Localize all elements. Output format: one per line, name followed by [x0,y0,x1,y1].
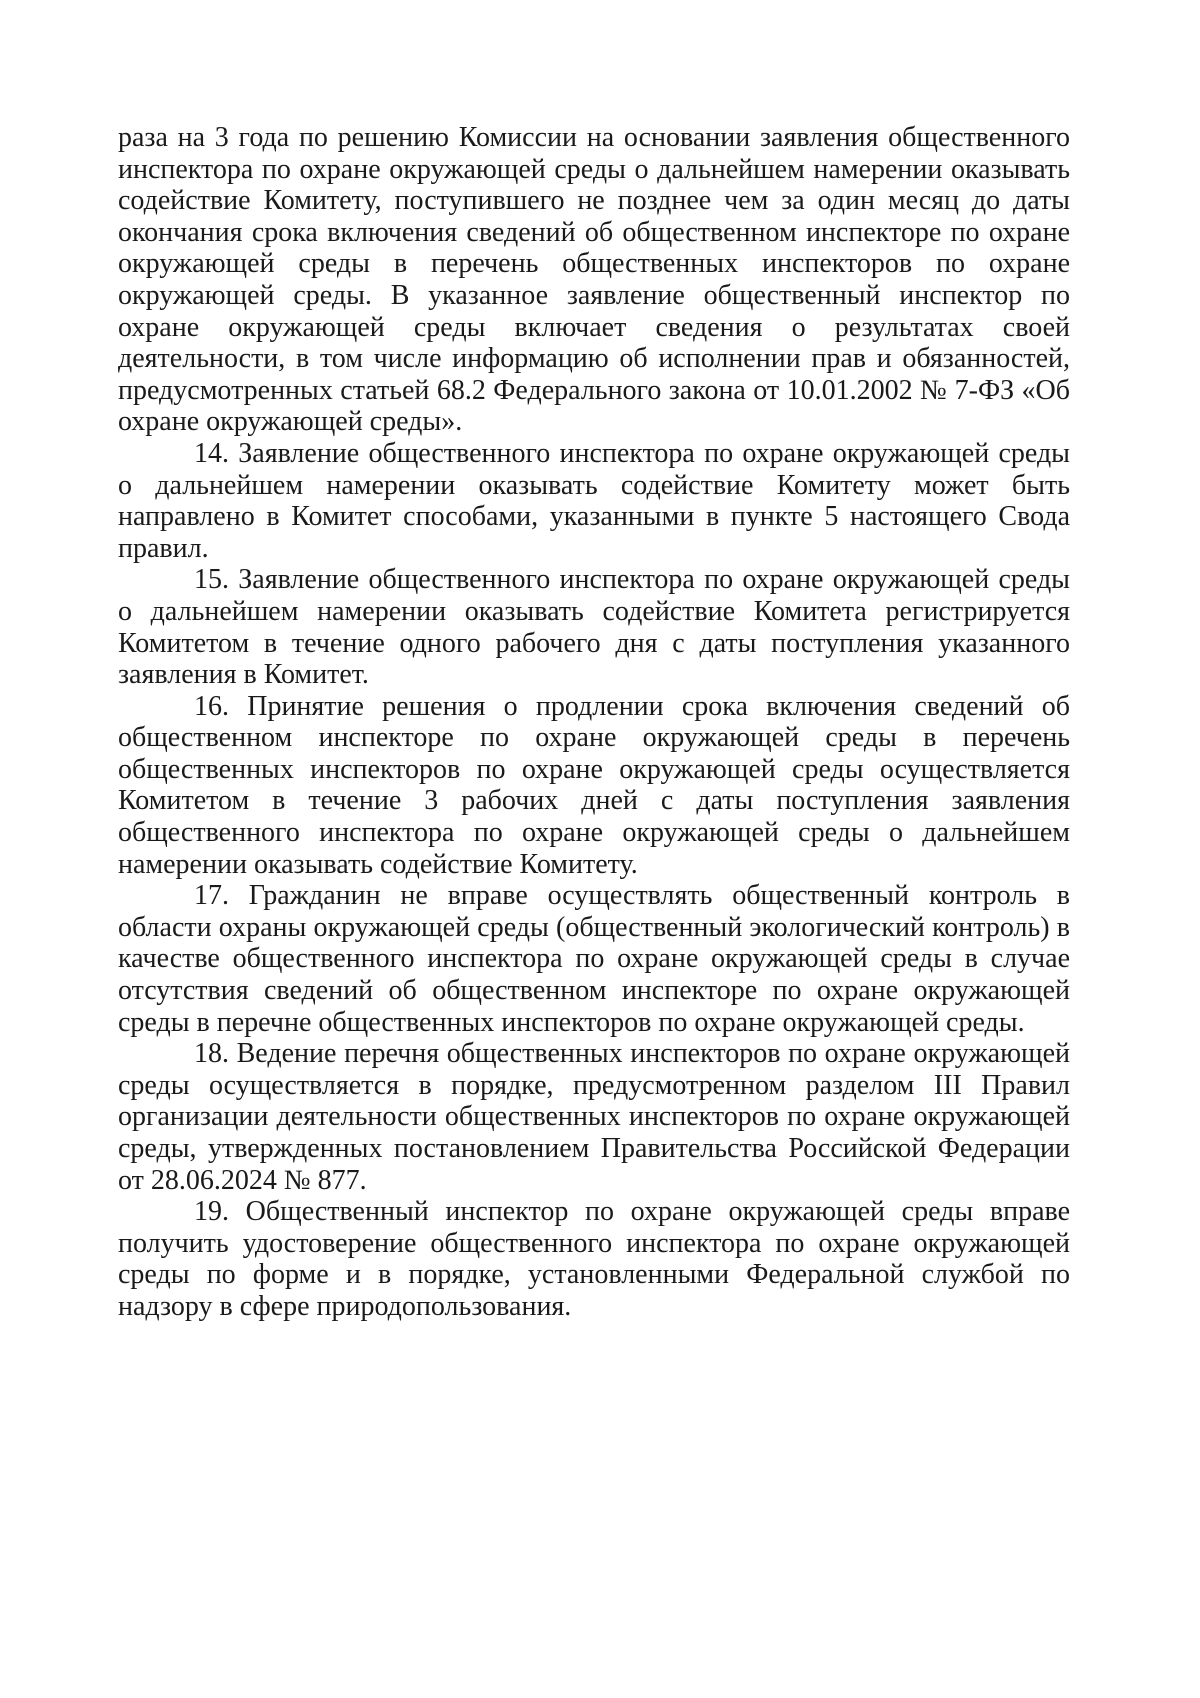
paragraph-17: 17. Гражданин не вправе осуществлять общественный контроль в области охраны окружающей среды (общественный экологический контроль) в качестве общественного инспектора по охране окружающей среды в случае отсутствия сведений об общественном инспекторе по охране окружающей среды в перечне общественных инспекторов по охране окружающей среды. [118,880,1070,1038]
paragraph-16: 16. Принятие решения о продлении срока включения сведений об общественном инспекторе по охране окружающей среды в перечень общественных инспекторов по охране окружающей среды осуществляется Комитетом в течение 3 рабочих дней с даты поступления заявления общественного инспектора по охране окружающей среды о дальнейшем намерении оказывать содействие Комитету. [118,690,1070,880]
paragraph-19: 19. Общественный инспектор по охране окружающей среды вправе получить удостоверение общественного инспектора по охране окружающей среды по форме и в порядке, установленными Федеральной службой по надзору в сфере природопользования. [118,1196,1070,1322]
paragraph-15: 15. Заявление общественного инспектора по охране окружающей среды о дальнейшем намерении оказывать содействие Комитета регистрируется Комитетом в течение одного рабочего дня с даты поступления указанного заявления в Комитет. [118,564,1070,691]
paragraph-13-continuation: раза на 3 года по решению Комиссии на основании заявления общественного инспектора по охране окружающей среды о дальнейшем намерении оказывать содействие Комитету, поступившего не позднее чем за один месяц до даты окончания срока включения сведений об общественном инспекторе по охране окружающей среды в перечень общественных инспекторов по охране окружающей среды. В указанное заявление общественный инспектор по охране окружающей среды включает сведения о результатах своей деятельности, в том числе информацию об исполнении прав и обязанностей, предусмотренных статьей 68.2 Федерального закона от 10.01.2002 № 7-ФЗ «Об охране окружающей среды». [118,122,1070,438]
paragraph-18: 18. Ведение перечня общественных инспекторов по охране окружающей среды осуществляется в порядке, предусмотренном разделом III Правил организации деятельности общественных инспекторов по охране окружающей среды, утвержденных постановлением Правительства Российской Федерации от 28.06.2024 № 877. [118,1038,1070,1196]
document-body [118,122,1070,1323]
paragraph-14: 14. Заявление общественного инспектора по охране окружающей среды о дальнейшем намерении оказывать содействие Комитету может быть направлено в Комитет способами, указанными в пункте 5 настоящего Свода правил. [118,437,1070,564]
